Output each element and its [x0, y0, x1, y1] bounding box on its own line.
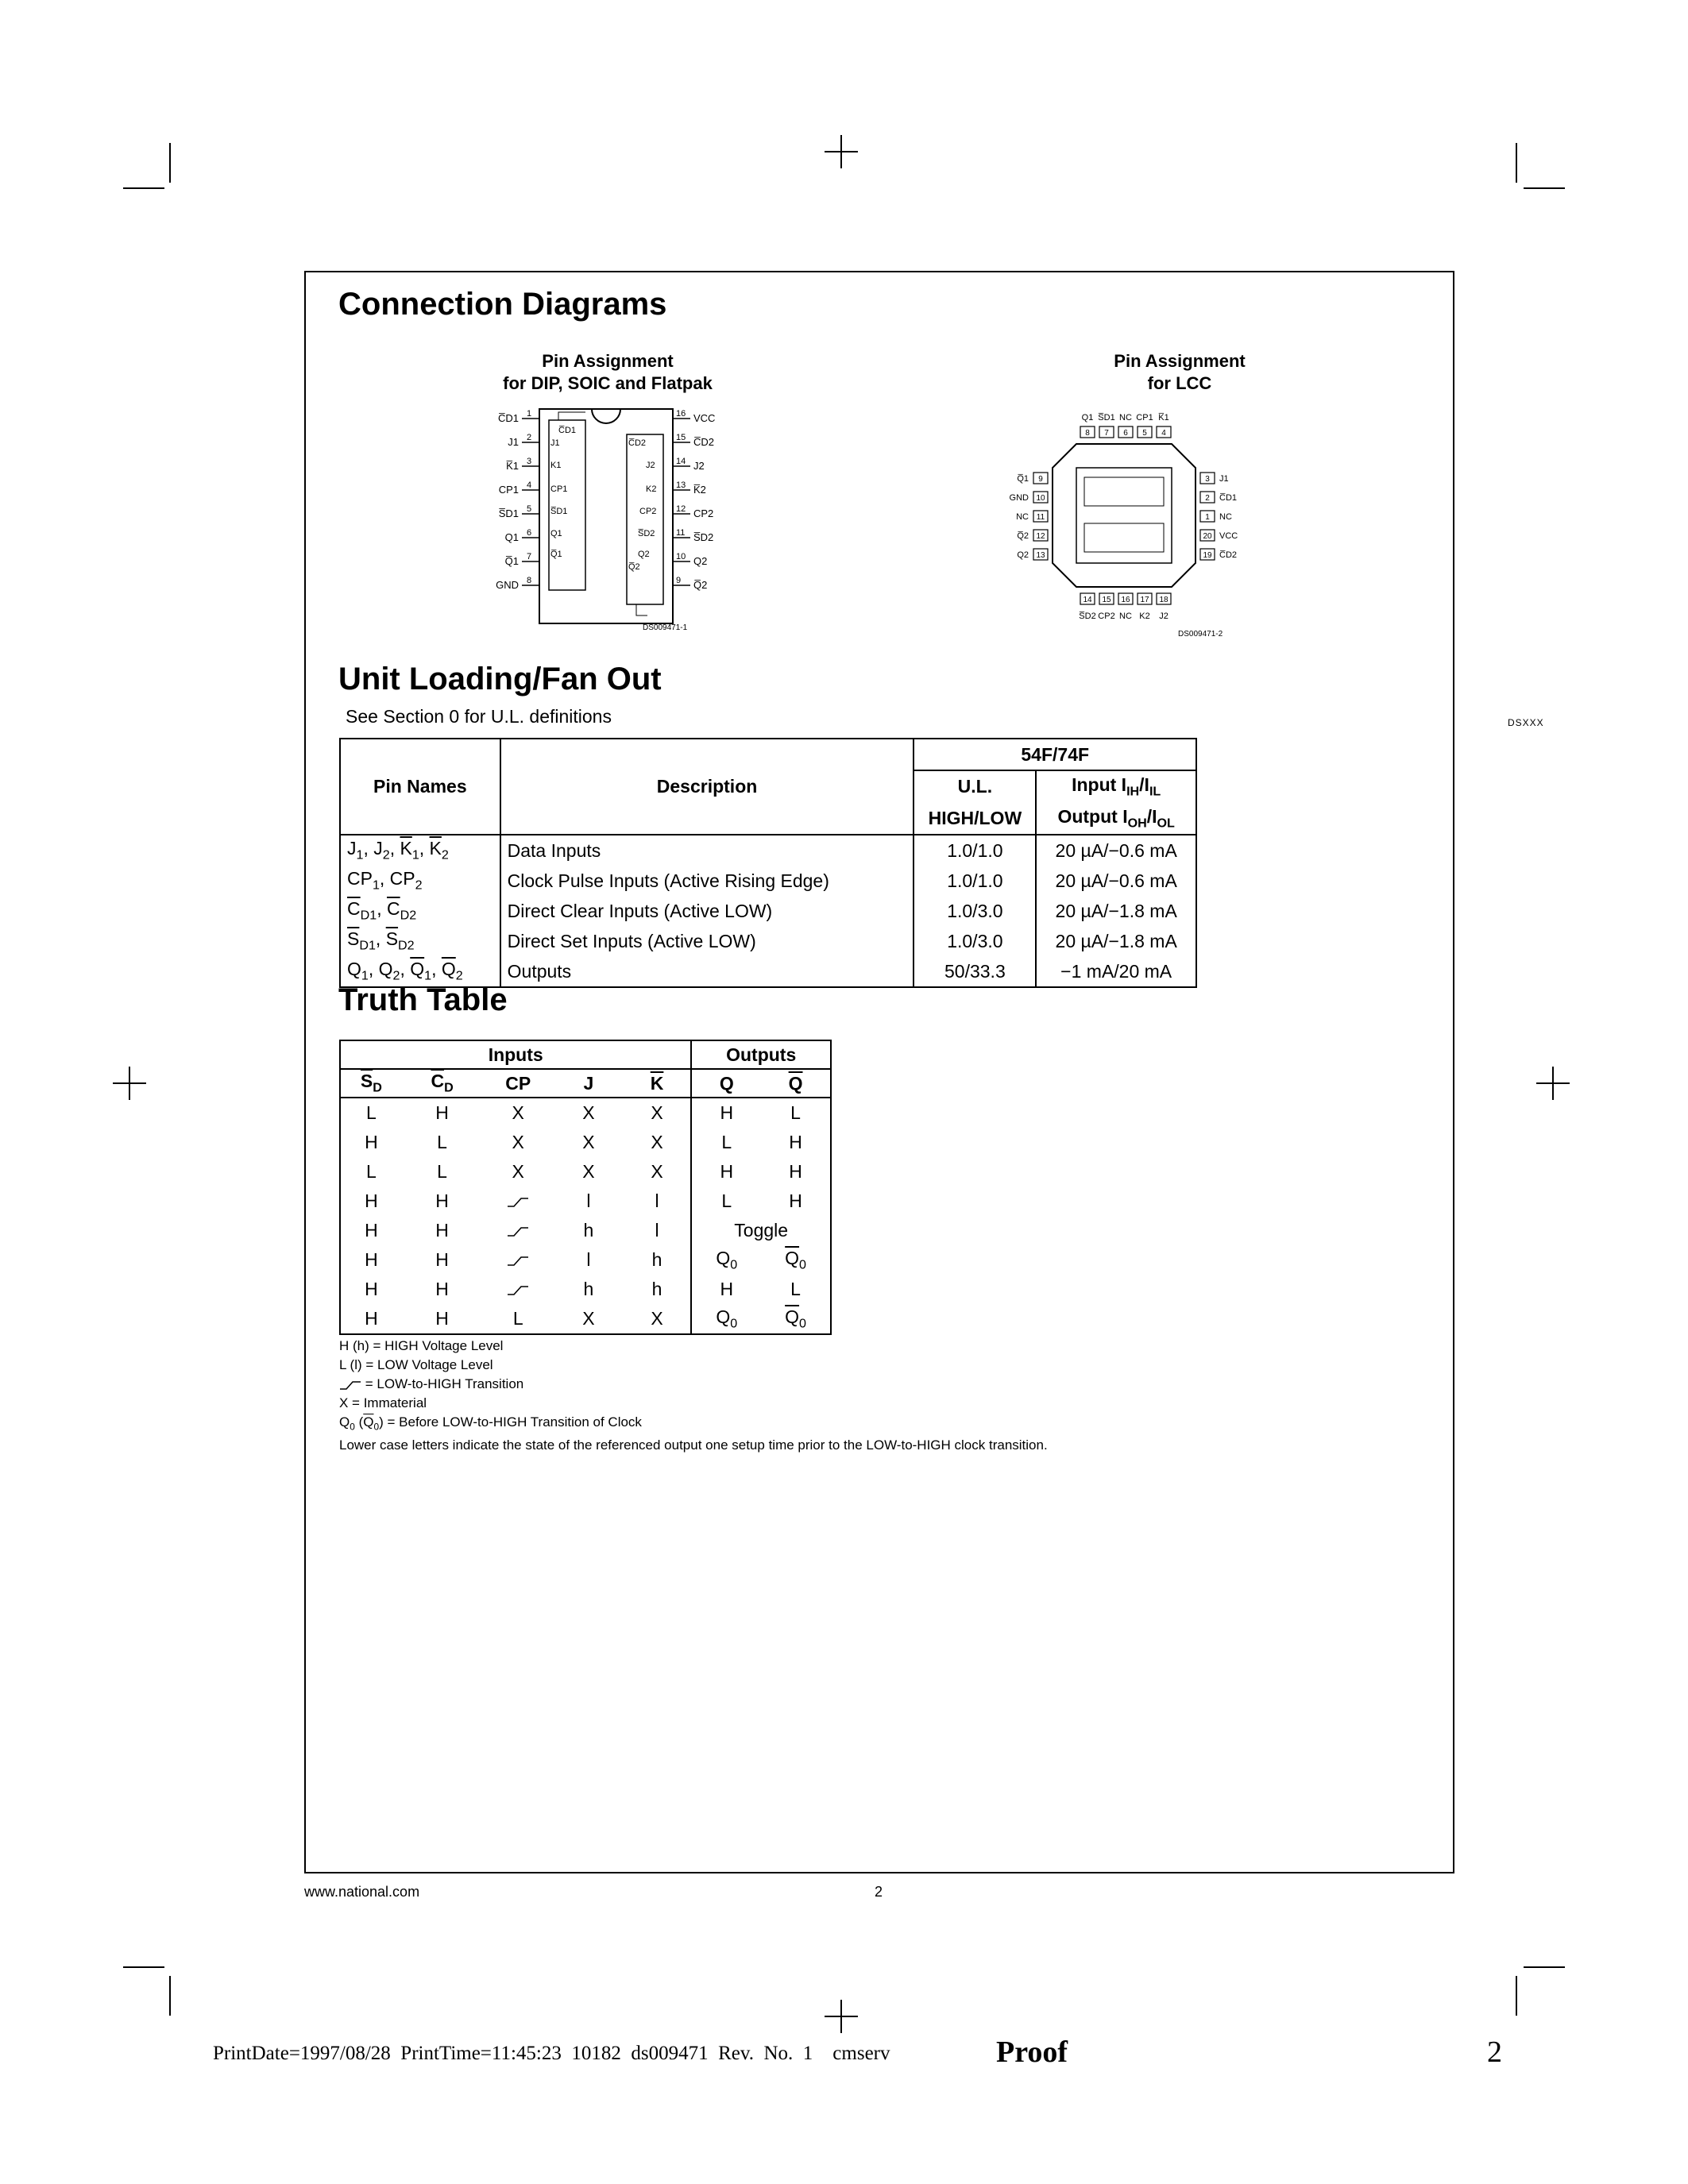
- lcc-pin-label: K2: [1139, 612, 1150, 621]
- lcc-pin-number: 1: [1205, 513, 1210, 522]
- unit-loading-subtitle: See Section 0 for U.L. definitions: [346, 706, 612, 727]
- dip-pin-label: J1: [508, 436, 519, 448]
- col-pin-names: Pin Names: [340, 739, 500, 835]
- lcc-pin-label: Q2: [1017, 550, 1029, 560]
- table-row: [340, 1275, 831, 1304]
- lcc-pin-number: 14: [1083, 596, 1092, 604]
- truth-cell: H: [435, 1102, 449, 1123]
- note-q0: $Q_0$ $(\overline{Q}_0)$ = Before LOW-to-HIGH Transition of Clock: [339, 1414, 642, 1433]
- pin-names-cell: $Q_1$, $Q_2$, $\overline{Q}_1$, $\overline{Q}_2$: [340, 956, 500, 987]
- lcc-pin-label: C̅D2: [1219, 550, 1238, 560]
- table-row: [340, 1128, 831, 1157]
- dip-inner-k2: K2: [646, 484, 657, 494]
- truth-cell: H: [720, 1279, 734, 1299]
- lcc-bottom-pins: [1079, 593, 1171, 621]
- dip-pin-number: 2: [527, 433, 532, 442]
- lcc-pin-number: 3: [1205, 475, 1210, 484]
- lcc-pin-label: C̅D1: [1219, 493, 1238, 503]
- dip-pin-label: K̅1: [506, 460, 519, 472]
- rising-edge-icon: [506, 1196, 530, 1209]
- desc-cell: Outputs: [500, 956, 914, 987]
- truth-table: [339, 1040, 832, 1335]
- dip-pin-number: 14: [676, 457, 686, 466]
- lcc-ds-label: DS009471-2: [1178, 630, 1223, 639]
- lcc-pin-number: 18: [1159, 596, 1168, 604]
- proof-label: Proof: [996, 2035, 1068, 2069]
- truth-cell: H: [761, 1128, 831, 1157]
- crop-mark: [840, 2000, 842, 2033]
- dip-pin-label: C̅D2: [693, 436, 715, 448]
- table-row: [340, 1157, 831, 1187]
- truth-cell: H: [720, 1102, 734, 1123]
- dip-pin-label: S̅D1: [498, 507, 519, 519]
- col-cp: CP: [482, 1069, 554, 1098]
- io-cell: 20 µA/−0.6 mA: [1036, 866, 1196, 896]
- truth-cell: L: [340, 1098, 402, 1128]
- table-row: [340, 1187, 831, 1216]
- crop-mark: [123, 1966, 164, 1968]
- io-cell: 20 µA/−0.6 mA: [1036, 835, 1196, 866]
- dip-pin-label: Q2: [693, 555, 708, 567]
- crop-mark: [1516, 1976, 1517, 2016]
- dip-inner-q2: Q2: [638, 550, 650, 559]
- truth-cell: X: [624, 1098, 692, 1128]
- note-lowercase: Lower case letters indicate the state of the referenced output one setup time prior to the LOW-to-HIGH clock transition.: [339, 1437, 1048, 1453]
- truth-cell: l: [624, 1187, 692, 1216]
- content-frame: [304, 271, 1454, 1873]
- lcc-pin-label: K̅1: [1158, 413, 1169, 423]
- truth-notes: [339, 1337, 1048, 1455]
- truth-cell: H: [402, 1304, 483, 1334]
- lcc-pin-label: Q̅2: [1017, 531, 1029, 541]
- lcc-pin-label: CP1: [1136, 413, 1153, 423]
- dip-inner-q2bar: Q̅2: [628, 562, 640, 572]
- truth-cell: L: [482, 1304, 554, 1334]
- dip-pin-diagram: [481, 406, 735, 644]
- table-row: [340, 1098, 831, 1128]
- ul-cell: 1.0/3.0: [914, 926, 1036, 956]
- dip-inner-sd1: S̅D1: [550, 507, 568, 516]
- table-row: [340, 1216, 831, 1245]
- col-description: Description: [500, 739, 914, 835]
- pin-names-cell: $\overline{S}_{D1}$, $\overline{S}_{D2}$: [340, 926, 500, 956]
- truth-cell: [482, 1187, 554, 1216]
- crop-mark: [840, 135, 842, 168]
- dip-ds-label: DS009471-1: [643, 623, 688, 632]
- truth-cell: L: [761, 1098, 831, 1128]
- col-k: $\overline{K}$: [624, 1069, 692, 1098]
- rising-edge-icon: [506, 1284, 530, 1297]
- crop-mark: [1524, 187, 1565, 189]
- col-qbar: $\overline{Q}$: [761, 1069, 831, 1098]
- dip-right-pins: [673, 409, 715, 591]
- truth-cell: h: [624, 1275, 692, 1304]
- lcc-pin-number: 11: [1036, 513, 1045, 522]
- dip-pin-label: Q̅1: [504, 555, 519, 567]
- truth-cell: H: [435, 1279, 449, 1299]
- truth-cell: H: [340, 1187, 402, 1216]
- dip-pin-label: VCC: [693, 412, 716, 424]
- lcc-pin-number: 10: [1036, 494, 1045, 503]
- truth-cell: H: [435, 1220, 449, 1241]
- lcc-left-pins: [1010, 473, 1048, 560]
- dip-pin-number: 12: [676, 504, 686, 514]
- truth-cell: L: [721, 1132, 732, 1152]
- dip-pin-label: CP1: [498, 484, 519, 496]
- note-l: L (l) = LOW Voltage Level: [339, 1357, 493, 1372]
- dip-pin-number: 9: [676, 576, 682, 585]
- truth-cell: H: [340, 1128, 402, 1157]
- truth-cell: h: [583, 1220, 594, 1241]
- group-54f74f: 54F/74F: [914, 739, 1196, 770]
- ul-cell: 1.0/1.0: [914, 835, 1036, 866]
- lcc-pin-label: Q1: [1081, 413, 1094, 423]
- dip-caption-line2: for DIP, SOIC and Flatpak: [503, 373, 713, 393]
- dip-inner-q1bar: Q̅1: [550, 550, 562, 559]
- lcc-pin-number: 16: [1121, 596, 1130, 604]
- dip-pin-number: 13: [676, 480, 686, 490]
- truth-cell: X: [582, 1161, 595, 1182]
- truth-cell: l: [624, 1216, 692, 1245]
- truth-cell: h: [624, 1245, 692, 1275]
- lcc-pin-number: 17: [1140, 596, 1149, 604]
- inputs-header: Inputs: [340, 1040, 691, 1069]
- truth-cell: X: [512, 1132, 524, 1152]
- dip-pin-label: GND: [496, 579, 519, 591]
- truth-cell: X: [624, 1128, 692, 1157]
- lcc-pin-label: J2: [1159, 612, 1168, 621]
- lcc-pin-number: 19: [1203, 551, 1212, 560]
- dip-left-pins: [496, 409, 539, 591]
- truth-cell: L: [721, 1190, 732, 1211]
- dip-inner-j1: J1: [550, 438, 560, 448]
- truth-cell: H: [435, 1249, 449, 1270]
- rising-edge-icon: [506, 1225, 530, 1238]
- pin-names-cell: $CP_1$, $CP_2$: [340, 866, 500, 896]
- connection-diagrams-title: Connection Diagrams: [338, 287, 667, 322]
- print-line: PrintDate=1997/08/28 PrintTime=11:45:23 10182 ds009471 Rev. No. 1 cmserv: [213, 2043, 890, 2064]
- truth-cell: H: [720, 1161, 734, 1182]
- lcc-pin-number: 15: [1102, 596, 1111, 604]
- desc-cell: Clock Pulse Inputs (Active Rising Edge): [500, 866, 914, 896]
- note-q0-text: = Before LOW-to-HIGH Transition of Clock: [387, 1414, 642, 1430]
- dip-inner-cd1: C̅D1: [558, 426, 577, 435]
- dip-pin-label: S̅D2: [693, 531, 714, 543]
- truth-cell: X: [582, 1132, 595, 1152]
- crop-mark: [129, 1067, 130, 1100]
- dip-inner-cp2: CP2: [639, 507, 657, 516]
- lcc-pin-label: CP2: [1098, 612, 1115, 621]
- note-rise: [339, 1375, 1048, 1394]
- col-highlow: HIGH/LOW: [914, 803, 1036, 835]
- truth-cell: h: [583, 1279, 594, 1299]
- truth-cell: L: [761, 1275, 831, 1304]
- dip-pin-label: CP2: [693, 507, 714, 519]
- note-h: H (h) = HIGH Voltage Level: [339, 1338, 504, 1353]
- truth-cell: l: [586, 1249, 591, 1270]
- lcc-pin-label: S̅D2: [1079, 612, 1096, 621]
- pin-names-cell: $\overline{C}_{D1}$, $\overline{C}_{D2}$: [340, 896, 500, 926]
- dip-pin-number: 8: [527, 576, 532, 585]
- lcc-pin-label: NC: [1016, 512, 1029, 522]
- lcc-pin-number: 20: [1203, 532, 1212, 541]
- outputs-header: Outputs: [691, 1040, 831, 1069]
- truth-cell: $\overline{Q}_0$: [761, 1245, 831, 1275]
- dip-pin-number: 16: [676, 409, 686, 419]
- lcc-top-pins: [1080, 413, 1171, 438]
- lcc-pin-label: J1: [1219, 474, 1229, 484]
- truth-cell: [482, 1275, 554, 1304]
- table-row: [340, 866, 1196, 896]
- desc-cell: Direct Clear Inputs (Active LOW): [500, 896, 914, 926]
- footer-page: 2: [875, 1884, 883, 1900]
- truth-cell: Toggle: [691, 1216, 831, 1245]
- truth-cell: L: [340, 1157, 402, 1187]
- dip-inner-cd2: C̅D2: [628, 438, 647, 448]
- truth-cell: [482, 1245, 554, 1275]
- note-rise-text: = LOW-to-HIGH Transition: [365, 1376, 524, 1391]
- io-cell: 20 µA/−1.8 mA: [1036, 896, 1196, 926]
- truth-cell: X: [512, 1102, 524, 1123]
- lcc-pin-label: VCC: [1219, 531, 1238, 541]
- lcc-pin-number: 6: [1123, 429, 1128, 438]
- dip-pin-label: C̅D1: [497, 412, 519, 424]
- dip-inner-j2: J2: [646, 461, 655, 470]
- dip-inner-cp1: CP1: [550, 484, 568, 494]
- io-cell: 20 µA/−1.8 mA: [1036, 926, 1196, 956]
- unit-loading-title: Unit Loading/Fan Out: [338, 662, 662, 696]
- lcc-pin-number: 8: [1085, 429, 1090, 438]
- crop-mark: [169, 143, 171, 183]
- crop-mark: [123, 187, 164, 189]
- truth-cell: l: [586, 1190, 591, 1211]
- truth-cell: X: [512, 1161, 524, 1182]
- truth-cell: X: [624, 1304, 692, 1334]
- footer-website: www.national.com: [304, 1884, 420, 1900]
- crop-mark: [1524, 1966, 1565, 1968]
- dip-pin-label: J2: [693, 460, 705, 472]
- io-cell: −1 mA/20 mA: [1036, 956, 1196, 987]
- page-number-large: 2: [1487, 2035, 1502, 2069]
- truth-cell: [482, 1216, 554, 1245]
- rising-edge-icon: [506, 1255, 530, 1268]
- dip-pin-number: 11: [676, 528, 686, 538]
- col-sd: $\overline{S}_D$: [340, 1069, 402, 1098]
- truth-cell: H: [761, 1157, 831, 1187]
- col-j: J: [554, 1069, 624, 1098]
- ul-cell: 1.0/3.0: [914, 896, 1036, 926]
- crop-mark: [1552, 1067, 1554, 1100]
- dip-caption: [433, 350, 782, 395]
- rising-edge-icon: [339, 1379, 361, 1391]
- truth-table-body: [340, 1098, 831, 1334]
- lcc-pin-label: Q̅1: [1017, 474, 1029, 484]
- dip-pin-label: K̅2: [693, 484, 706, 496]
- dip-pin-number: 7: [527, 552, 532, 561]
- unit-loading-table: [339, 738, 1197, 988]
- dip-pin-number: 3: [527, 457, 532, 466]
- dip-inner-q1: Q1: [550, 529, 562, 538]
- dip-pin-label: Q1: [504, 531, 519, 543]
- lcc-pin-label: NC: [1119, 413, 1132, 423]
- lcc-pin-label: NC: [1219, 512, 1232, 522]
- side-label: DSXXX: [1508, 717, 1544, 728]
- lcc-pin-number: 12: [1036, 532, 1045, 541]
- lcc-right-pins: [1200, 473, 1238, 560]
- ul-cell: 1.0/1.0: [914, 866, 1036, 896]
- dip-pin-number: 1: [527, 409, 532, 419]
- lcc-pin-diagram: [1005, 399, 1267, 638]
- dip-pin-number: 15: [676, 433, 686, 442]
- table-row: [340, 1304, 831, 1334]
- dip-inner-sd2: S̅D2: [638, 529, 655, 538]
- crop-mark: [1516, 143, 1517, 183]
- note-x: X = Immaterial: [339, 1395, 427, 1410]
- table-row: [340, 835, 1196, 866]
- truth-table-title: Truth Table: [338, 982, 508, 1017]
- truth-cell: X: [582, 1102, 595, 1123]
- truth-cell: L: [437, 1161, 447, 1182]
- lcc-pin-label: GND: [1009, 493, 1029, 503]
- truth-cell: H: [340, 1275, 402, 1304]
- col-ul: U.L.: [914, 770, 1036, 803]
- col-cd: $\overline{C}_D$: [402, 1069, 483, 1098]
- truth-cell: H: [340, 1304, 402, 1334]
- lcc-pin-number: 5: [1142, 429, 1147, 438]
- truth-cell: $Q_0$: [716, 1247, 738, 1272]
- lcc-caption-line1: Pin Assignment: [1114, 351, 1246, 371]
- truth-cell: H: [761, 1187, 831, 1216]
- lcc-pin-number: 2: [1205, 494, 1210, 503]
- desc-cell: Direct Set Inputs (Active LOW): [500, 926, 914, 956]
- lcc-pin-number: 13: [1036, 551, 1045, 560]
- lcc-pin-label: S̅D1: [1098, 413, 1115, 423]
- truth-cell: H: [435, 1190, 449, 1211]
- dip-inner-k1: K1: [550, 461, 562, 470]
- dip-pin-number: 6: [527, 528, 532, 538]
- crop-mark: [169, 1976, 171, 2016]
- col-q: Q: [691, 1069, 761, 1098]
- lcc-pin-number: 7: [1104, 429, 1109, 438]
- dip-caption-line1: Pin Assignment: [542, 351, 674, 371]
- truth-cell: $\overline{Q}_0$: [761, 1304, 831, 1334]
- ul-cell: 50/33.3: [914, 956, 1036, 987]
- pin-names-cell: $J_1$, $J_2$, $\overline{K}_1$, $\overline{K}_2$: [340, 835, 500, 866]
- table-row: [340, 896, 1196, 926]
- lcc-pin-label: NC: [1119, 612, 1132, 621]
- truth-cell: H: [340, 1216, 402, 1245]
- table-row: [340, 926, 1196, 956]
- truth-cell: L: [437, 1132, 447, 1152]
- dip-pin-label: Q̅2: [693, 579, 708, 591]
- col-io: Input $I_{IH}/I_{IL}$: [1036, 770, 1196, 803]
- table-row: [340, 1245, 831, 1275]
- lcc-caption-line2: for LCC: [1147, 373, 1212, 393]
- truth-cell: H: [340, 1245, 402, 1275]
- desc-cell: Data Inputs: [500, 835, 914, 866]
- dip-pin-number: 4: [527, 480, 532, 490]
- truth-cell: X: [624, 1157, 692, 1187]
- dip-pin-number: 10: [676, 552, 686, 561]
- truth-cell: X: [554, 1304, 624, 1334]
- truth-cell: $Q_0$: [691, 1304, 761, 1334]
- dip-pin-number: 5: [527, 504, 532, 514]
- col-output: Output $I_{OH}/I_{OL}$: [1036, 803, 1196, 835]
- lcc-pin-number: 4: [1161, 429, 1166, 438]
- lcc-pin-number: 9: [1038, 475, 1043, 484]
- lcc-caption: [1060, 350, 1299, 395]
